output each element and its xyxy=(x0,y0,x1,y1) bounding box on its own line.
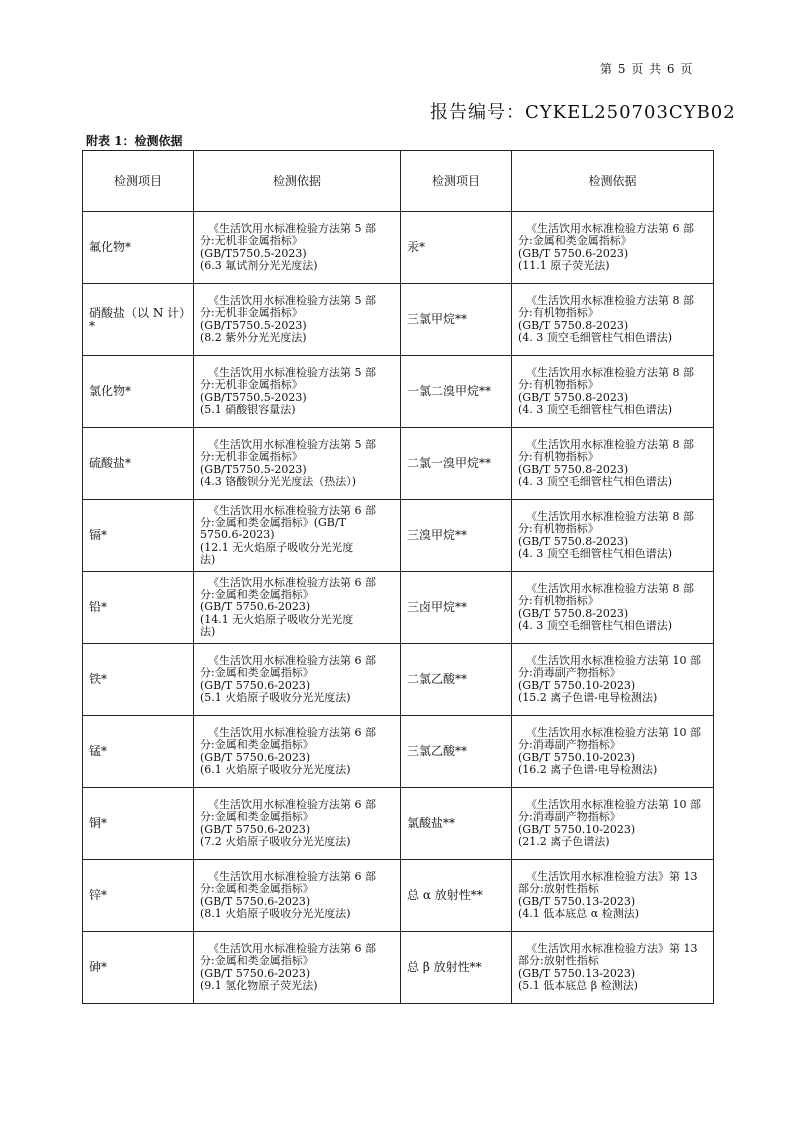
table-row xyxy=(83,644,714,716)
basis-line: 《生活饮用水标准检验方法第 6 部 xyxy=(208,799,376,812)
test-item-right: 三溴甲烷** xyxy=(401,500,512,572)
basis-line: (GB/T 5750.6-2023) xyxy=(200,967,311,980)
report-number: 报告编号：CYKEL250703CYB02 xyxy=(430,102,736,123)
basis-line: 法) xyxy=(200,625,216,638)
test-basis-right xyxy=(512,284,714,356)
basis-line: (GB/T5750.5-2023) xyxy=(200,319,307,332)
basis-line: 《生活饮用水标准检验方法第 6 部 xyxy=(526,223,694,236)
test-basis-left xyxy=(194,284,401,356)
test-item-left: 氟化物* xyxy=(83,212,194,284)
table-row xyxy=(83,356,714,428)
basis-line: (21.2 离子色谱法) xyxy=(518,835,610,848)
basis-line: (6.3 氟试剂分光光度法) xyxy=(200,259,318,272)
basis-line: (11.1 原子荧光法) xyxy=(518,259,610,272)
basis-line: (8.1 火焰原子吸收分光光度法) xyxy=(200,907,351,920)
test-item-right: 三卤甲烷** xyxy=(401,572,512,644)
basis-line: (12.1 无火焰原子吸收分光光度 xyxy=(200,541,354,554)
basis-line: (GB/T 5750.8-2023) xyxy=(518,319,629,332)
column-header-item-right: 检测项目 xyxy=(401,151,512,212)
basis-line: (GB/T 5750.6-2023) xyxy=(200,895,311,908)
test-item-left: 氯化物* xyxy=(83,356,194,428)
basis-line: (GB/T 5750.6-2023) xyxy=(200,823,311,836)
test-basis-right xyxy=(512,572,714,644)
basis-line: 《生活饮用水标准检验方法》第 13 xyxy=(526,943,698,956)
basis-line: 分:无机非金属指标》 xyxy=(200,307,303,320)
page-number: 第 5 页 共 6 页 xyxy=(600,62,694,76)
basis-line: 《生活饮用水标准检验方法第 6 部 xyxy=(208,871,376,884)
basis-line: 《生活饮用水标准检验方法第 10 部 xyxy=(526,655,701,668)
test-basis-left xyxy=(194,572,401,644)
test-item-left: 锌* xyxy=(83,860,194,932)
basis-line: (GB/T 5750.8-2023) xyxy=(518,607,629,620)
basis-line: 《生活饮用水标准检验方法第 6 部 xyxy=(208,943,376,956)
test-item-left: 铜* xyxy=(83,788,194,860)
basis-line: 分:无机非金属指标》 xyxy=(200,379,303,392)
test-item-right: 总 α 放射性** xyxy=(401,860,512,932)
test-basis-left xyxy=(194,356,401,428)
basis-line: 《生活饮用水标准检验方法第 10 部 xyxy=(526,727,701,740)
basis-line: 分:金属和类金属指标》 xyxy=(200,811,314,824)
test-basis-left xyxy=(194,788,401,860)
test-item-left: 硫酸盐* xyxy=(83,428,194,500)
table-row xyxy=(83,572,714,644)
basis-line: 5750.6-2023) xyxy=(200,529,275,542)
test-basis-right xyxy=(512,644,714,716)
basis-line: (5.1 火焰原子吸收分光光度法) xyxy=(200,691,351,704)
table-caption: 附表 1：检测依据 xyxy=(86,134,183,148)
basis-line: (16.2 离子色谱-电导检测法) xyxy=(518,763,658,776)
basis-line: 分:消毒副产物指标》 xyxy=(518,667,621,680)
basis-line: 《生活饮用水标准检验方法第 6 部 xyxy=(208,576,376,589)
basis-line: (GB/T 5750.10-2023) xyxy=(518,679,636,692)
basis-line: (GB/T 5750.8-2023) xyxy=(518,535,629,548)
basis-line: 分:有机物指标》 xyxy=(518,595,599,608)
basis-line: (GB/T5750.5-2023) xyxy=(200,391,307,404)
test-item-left: 镉* xyxy=(83,500,194,572)
table-row xyxy=(83,212,714,284)
test-basis-left xyxy=(194,716,401,788)
basis-line: 《生活饮用水标准检验方法》第 13 xyxy=(526,871,698,884)
basis-line: (8.2 紫外分光光度法) xyxy=(200,331,307,344)
basis-line: 分:金属和类金属指标》 xyxy=(518,235,632,248)
test-item-right: 氯酸盐** xyxy=(401,788,512,860)
test-basis-left xyxy=(194,428,401,500)
basis-line: (6.1 火焰原子吸收分光光度法) xyxy=(200,763,351,776)
basis-line: (4.3 铬酸钡分光光度法（热法）) xyxy=(200,475,357,488)
basis-line: 《生活饮用水标准检验方法第 6 部 xyxy=(208,727,376,740)
table-body xyxy=(83,212,714,1004)
basis-line: 法) xyxy=(200,553,216,566)
basis-line: (GB/T 5750.6-2023) xyxy=(518,247,629,260)
test-basis-right xyxy=(512,356,714,428)
table-row xyxy=(83,860,714,932)
test-basis-table xyxy=(82,150,714,1004)
basis-line: 分:有机物指标》 xyxy=(518,523,599,536)
basis-line: 分:有机物指标》 xyxy=(518,307,599,320)
test-item-right: 二氯一溴甲烷** xyxy=(401,428,512,500)
basis-line: 《生活饮用水标准检验方法第 8 部 xyxy=(526,295,694,308)
test-basis-right xyxy=(512,932,714,1004)
basis-line: 分:有机物指标》 xyxy=(518,451,599,464)
basis-line: (4. 3 顶空毛细管柱气相色谱法) xyxy=(518,547,673,560)
basis-line: (GB/T 5750.6-2023) xyxy=(200,679,311,692)
basis-line: 《生活饮用水标准检验方法第 5 部 xyxy=(208,223,376,236)
basis-line: (5.1 硝酸银容量法) xyxy=(200,403,296,416)
basis-line: 部分:放射性指标 xyxy=(518,883,599,896)
test-item-right: 三氯甲烷** xyxy=(401,284,512,356)
basis-line: 部分:放射性指标 xyxy=(518,955,599,968)
basis-line: (4. 3 顶空毛细管柱气相色谱法) xyxy=(518,475,673,488)
test-basis-right xyxy=(512,716,714,788)
column-header-basis-right: 检测依据 xyxy=(512,151,714,212)
basis-line: (GB/T5750.5-2023) xyxy=(200,463,307,476)
table-row xyxy=(83,284,714,356)
test-basis-right xyxy=(512,428,714,500)
basis-line: 分:金属和类金属指标》(GB/T xyxy=(200,517,346,530)
basis-line: (GB/T 5750.6-2023) xyxy=(200,601,311,614)
test-basis-left xyxy=(194,932,401,1004)
basis-line: 分:金属和类金属指标》 xyxy=(200,589,314,602)
test-item-left: 砷* xyxy=(83,932,194,1004)
test-basis-left xyxy=(194,644,401,716)
basis-line: (GB/T 5750.13-2023) xyxy=(518,895,636,908)
test-item-right: 汞* xyxy=(401,212,512,284)
basis-line: (4. 3 顶空毛细管柱气相色谱法) xyxy=(518,331,673,344)
basis-line: (GB/T 5750.8-2023) xyxy=(518,463,629,476)
table-row xyxy=(83,716,714,788)
basis-line: (5.1 低本底总 β 检测法) xyxy=(518,979,638,992)
basis-line: 《生活饮用水标准检验方法第 8 部 xyxy=(526,511,694,524)
basis-line: (9.1 氢化物原子荧光法) xyxy=(200,979,318,992)
test-item-right: 总 β 放射性** xyxy=(401,932,512,1004)
basis-line: (GB/T 5750.10-2023) xyxy=(518,823,636,836)
test-basis-right xyxy=(512,788,714,860)
basis-line: (4. 3 顶空毛细管柱气相色谱法) xyxy=(518,403,673,416)
basis-line: 分:消毒副产物指标》 xyxy=(518,811,621,824)
test-basis-left xyxy=(194,212,401,284)
basis-line: 分:消毒副产物指标》 xyxy=(518,739,621,752)
basis-line: (4. 3 顶空毛细管柱气相色谱法) xyxy=(518,619,673,632)
basis-line: 《生活饮用水标准检验方法第 6 部 xyxy=(208,504,376,517)
basis-line: (GB/T5750.5-2023) xyxy=(200,247,307,260)
test-basis-left xyxy=(194,860,401,932)
basis-line: 分:金属和类金属指标》 xyxy=(200,667,314,680)
basis-line: 分:金属和类金属指标》 xyxy=(200,955,314,968)
table-header-row xyxy=(83,151,714,212)
basis-line: (GB/T 5750.6-2023) xyxy=(200,751,311,764)
test-basis-left xyxy=(194,500,401,572)
basis-line: 分:无机非金属指标》 xyxy=(200,235,303,248)
basis-line: 分:无机非金属指标》 xyxy=(200,451,303,464)
table-row xyxy=(83,788,714,860)
test-basis-right xyxy=(512,212,714,284)
test-basis-right xyxy=(512,860,714,932)
test-item-left: 锰* xyxy=(83,716,194,788)
column-header-basis-left: 检测依据 xyxy=(194,151,401,212)
basis-line: 《生活饮用水标准检验方法第 10 部 xyxy=(526,799,701,812)
basis-line: (7.2 火焰原子吸收分光光度法) xyxy=(200,835,351,848)
table-row xyxy=(83,932,714,1004)
basis-line: 《生活饮用水标准检验方法第 5 部 xyxy=(208,439,376,452)
table-row xyxy=(83,428,714,500)
test-item-right: 三氯乙酸** xyxy=(401,716,512,788)
basis-line: (GB/T 5750.13-2023) xyxy=(518,967,636,980)
basis-line: (14.1 无火焰原子吸收分光光度 xyxy=(200,613,354,626)
test-item-right: 一氯二溴甲烷** xyxy=(401,356,512,428)
basis-line: (GB/T 5750.10-2023) xyxy=(518,751,636,764)
test-item-left: 硝酸盐（以 N 计）* xyxy=(83,284,194,356)
basis-line: 《生活饮用水标准检验方法第 5 部 xyxy=(208,367,376,380)
basis-line: (4.1 低本底总 α 检测法) xyxy=(518,907,639,920)
basis-line: 《生活饮用水标准检验方法第 6 部 xyxy=(208,655,376,668)
table-row xyxy=(83,500,714,572)
basis-line: 分:有机物指标》 xyxy=(518,379,599,392)
test-item-left: 铅* xyxy=(83,572,194,644)
basis-line: (15.2 离子色谱-电导检测法) xyxy=(518,691,658,704)
column-header-item-left: 检测项目 xyxy=(83,151,194,212)
basis-line: 《生活饮用水标准检验方法第 8 部 xyxy=(526,583,694,596)
test-basis-right xyxy=(512,500,714,572)
basis-line: 《生活饮用水标准检验方法第 8 部 xyxy=(526,439,694,452)
basis-line: 分:金属和类金属指标》 xyxy=(200,739,314,752)
basis-line: (GB/T 5750.8-2023) xyxy=(518,391,629,404)
test-item-left: 铁* xyxy=(83,644,194,716)
test-item-right: 二氯乙酸** xyxy=(401,644,512,716)
basis-line: 《生活饮用水标准检验方法第 5 部 xyxy=(208,295,376,308)
basis-line: 分:金属和类金属指标》 xyxy=(200,883,314,896)
basis-line: 《生活饮用水标准检验方法第 8 部 xyxy=(526,367,694,380)
